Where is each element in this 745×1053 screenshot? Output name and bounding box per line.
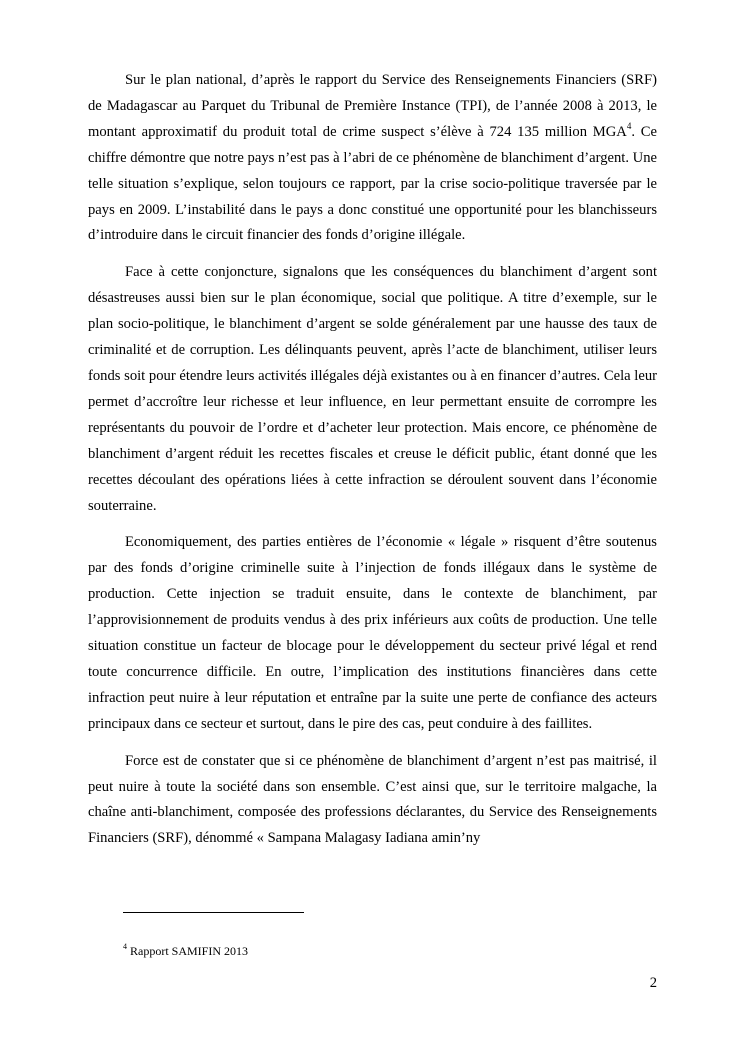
footnote bbox=[123, 944, 248, 958]
footnote-reference[interactable]: 4 bbox=[626, 120, 632, 131]
paragraph-1-text-continued: . Ce chiffre démontre que notre pays n’est pas à l’abri de ce phénomène de blanchiment d’argent. Une telle situation s’explique, selon toujours ce rapport, par la crise socio-politique traversée par le pays en 2009. L’instabilité dans le pays a donc constitué une opportunité pour les blanchisseurs d’introduire dans le circuit financier des fonds d’origine illégale. bbox=[88, 123, 657, 244]
footnote-number: 4 bbox=[123, 942, 127, 951]
paragraph-1 bbox=[88, 68, 657, 249]
footnote-separator bbox=[123, 912, 304, 913]
body-text bbox=[88, 68, 657, 852]
paragraph-1-text: Sur le plan national, d’après le rapport du Service des Renseignements Financiers (SRF) de Madagascar au Parquet du Tribunal de Première Instance (TPI), de l’année 2008 à 2013, le montant approximatif du produit total de crime suspect s’élève à 724 135 million MGA bbox=[88, 72, 657, 140]
paragraph-4: Force est de constater que si ce phénomène de blanchiment d’argent n’est pas maitrisé, il peut nuire à toute la société dans son ensemble. C’est ainsi que, sur le territoire malgache, la chaîne anti-blanchiment, composée des professions déclarantes, du Service des Renseignements Financiers (SRF), dénommé « Sampana Malagasy Iadiana amin’ny bbox=[88, 752, 657, 847]
paragraph-2: Face à cette conjoncture, signalons que les conséquences du blanchiment d’argent sont désastreuses aussi bien sur le plan économique, social que politique. A titre d’exemple, sur le plan socio-politique, le blanchiment d’argent se solde généralement par une hausse des taux de criminalité et de corruption. Les délinquants peuvent, après l’acte de blanchiment, utiliser leurs fonds soit pour étendre leurs activités illégales déjà existantes ou à en financer d’autres. Cela leur permet d’accroître leur richesse et leur influence, en leur permettant ensuite de corrompre les représentants du pouvoir de l’ordre et d’acheter leur protection. Mais encore, ce phénomène de blanchiment d’argent réduit les recettes fiscales et creuse le déficit public, étant donné que les recettes découlant des opérations liées à cette infraction se déroulent souvent dans l’économie souterraine. bbox=[88, 264, 657, 514]
page-number: 2 bbox=[649, 975, 657, 991]
footnote-text: Rapport SAMIFIN 2013 bbox=[130, 944, 249, 958]
paragraph-3: Economiquement, des parties entières de l’économie « légale » risquent d’être soutenus par des fonds d’origine criminelle suite à l’injection de fonds illégaux dans le système de production. Cette injection se traduit ensuite, dans le contexte de blanchiment, par l’approvisionnement de produits vendus à des prix inférieurs aux coûts de production. Une telle situation constitue un facteur de blocage pour le développement du secteur privé légal et rend toute concurrence difficile. En outre, l’implication des institutions financières dans cette infraction peut nuire à leur réputation et entraîne par la suite une perte de confiance des acteurs principaux dans ce secteur et surtout, dans le pire des cas, peut conduire à des faillites. bbox=[88, 534, 657, 732]
